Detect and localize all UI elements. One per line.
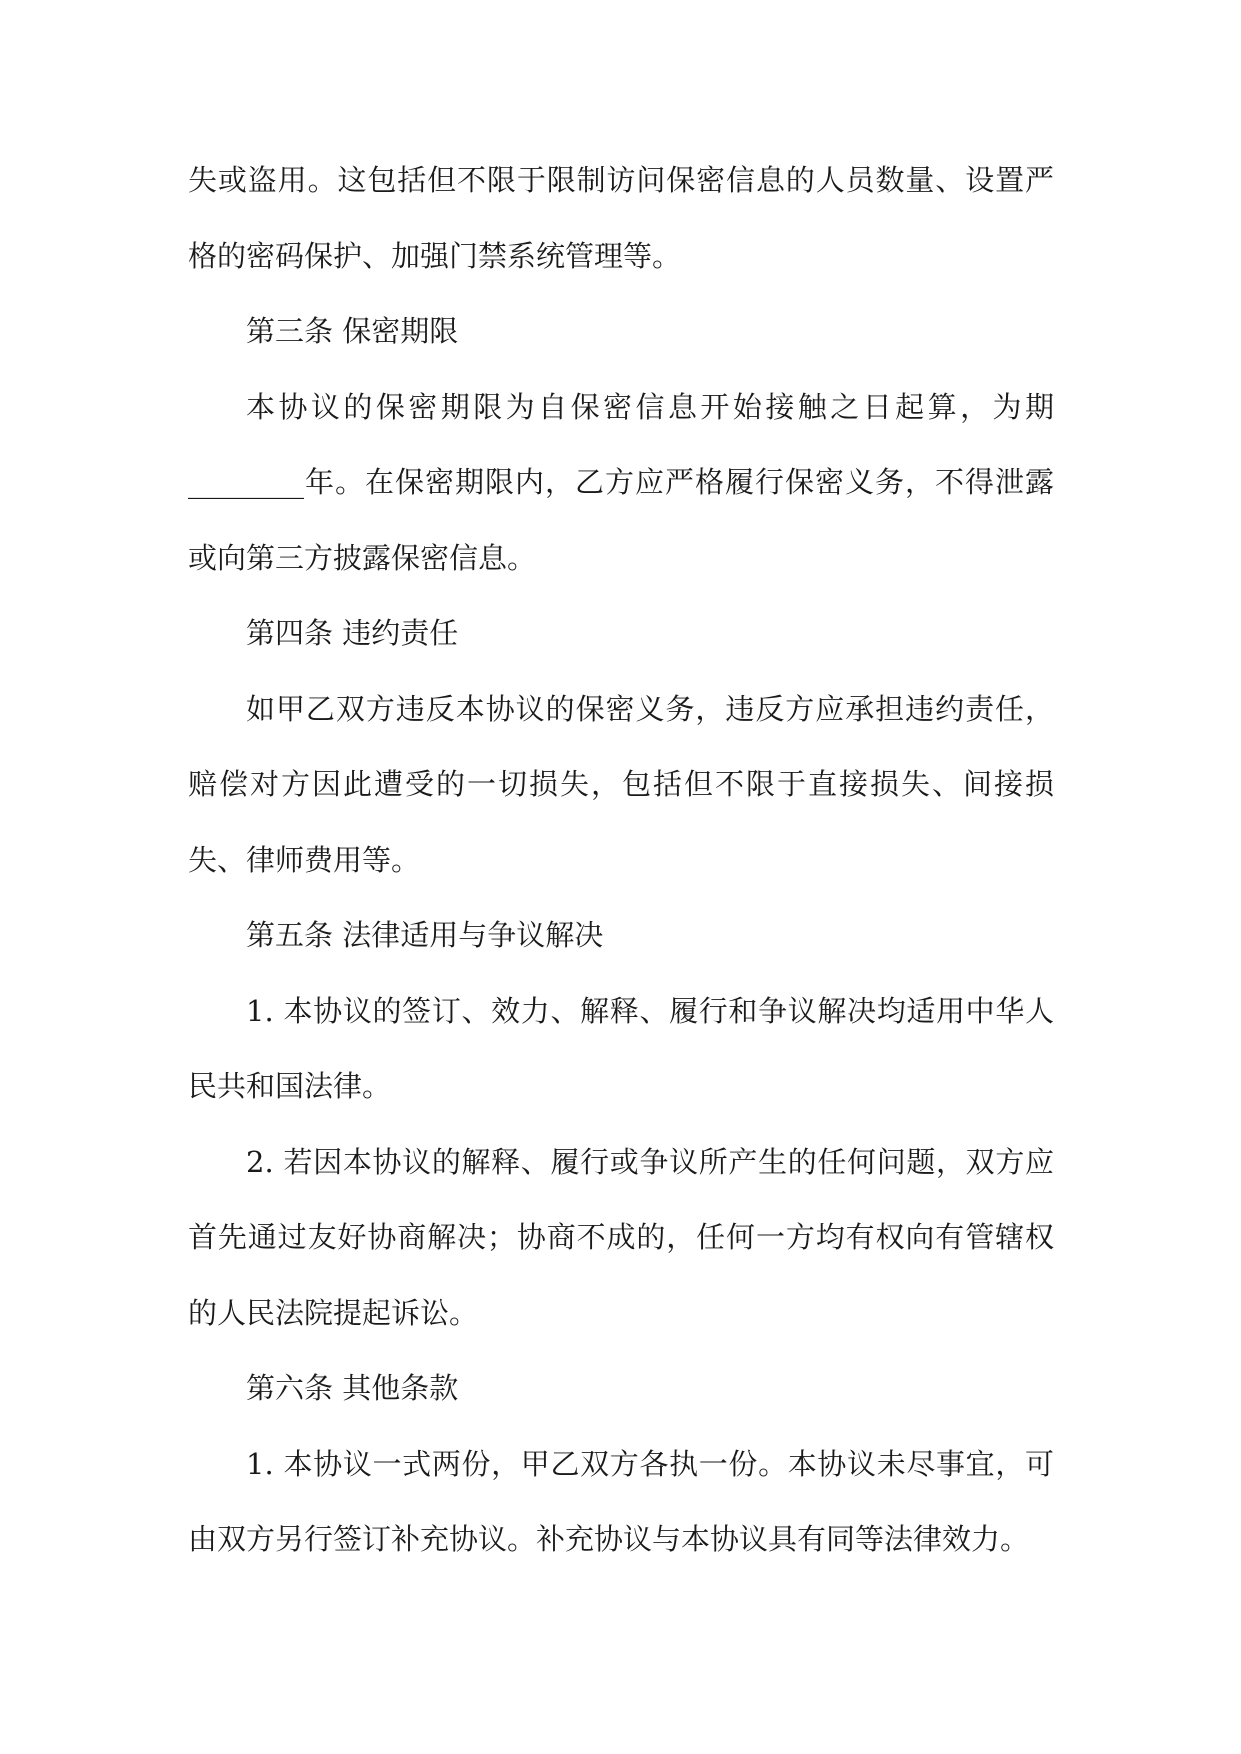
paragraph-continuation: 失或盗用。这包括但不限于限制访问保密信息的人员数量、设置严格的密码保护、加强门禁系统管理等。 bbox=[188, 163, 1054, 273]
article-6-heading: 第六条 其他条款 bbox=[246, 1371, 459, 1405]
article-6-clause-1: 1. 本协议一式两份，甲乙双方各执一份。本协议未尽事宜，可由双方另行签订补充协议。补充协议与本协议具有同等法律效力。 bbox=[188, 1446, 1054, 1556]
document-body bbox=[188, 143, 1054, 1578]
article-4-body: 如甲乙双方违反本协议的保密义务，违反方应承担违约责任，赔偿对方因此遭受的一切损失，包括但不限于直接损失、间接损失、律师费用等。 bbox=[188, 691, 1054, 877]
article-3-heading: 第三条 保密期限 bbox=[246, 314, 459, 348]
article-4-heading: 第四条 违约责任 bbox=[246, 616, 459, 650]
article-5-heading: 第五条 法律适用与争议解决 bbox=[246, 918, 604, 952]
article-5-clause-2: 2. 若因本协议的解释、履行或争议所产生的任何问题，双方应首先通过友好协商解决；协商不成的，任何一方均有权向有管辖权的人民法院提起诉讼。 bbox=[188, 1144, 1054, 1330]
article-5-clause-1: 1. 本协议的签订、效力、解释、履行和争议解决均适用中华人民共和国法律。 bbox=[188, 993, 1054, 1103]
article-3-body: 本协议的保密期限为自保密信息开始接触之日起算，为期________年。在保密期限内，乙方应严格履行保密义务，不得泄露或向第三方披露保密信息。 bbox=[188, 389, 1054, 575]
